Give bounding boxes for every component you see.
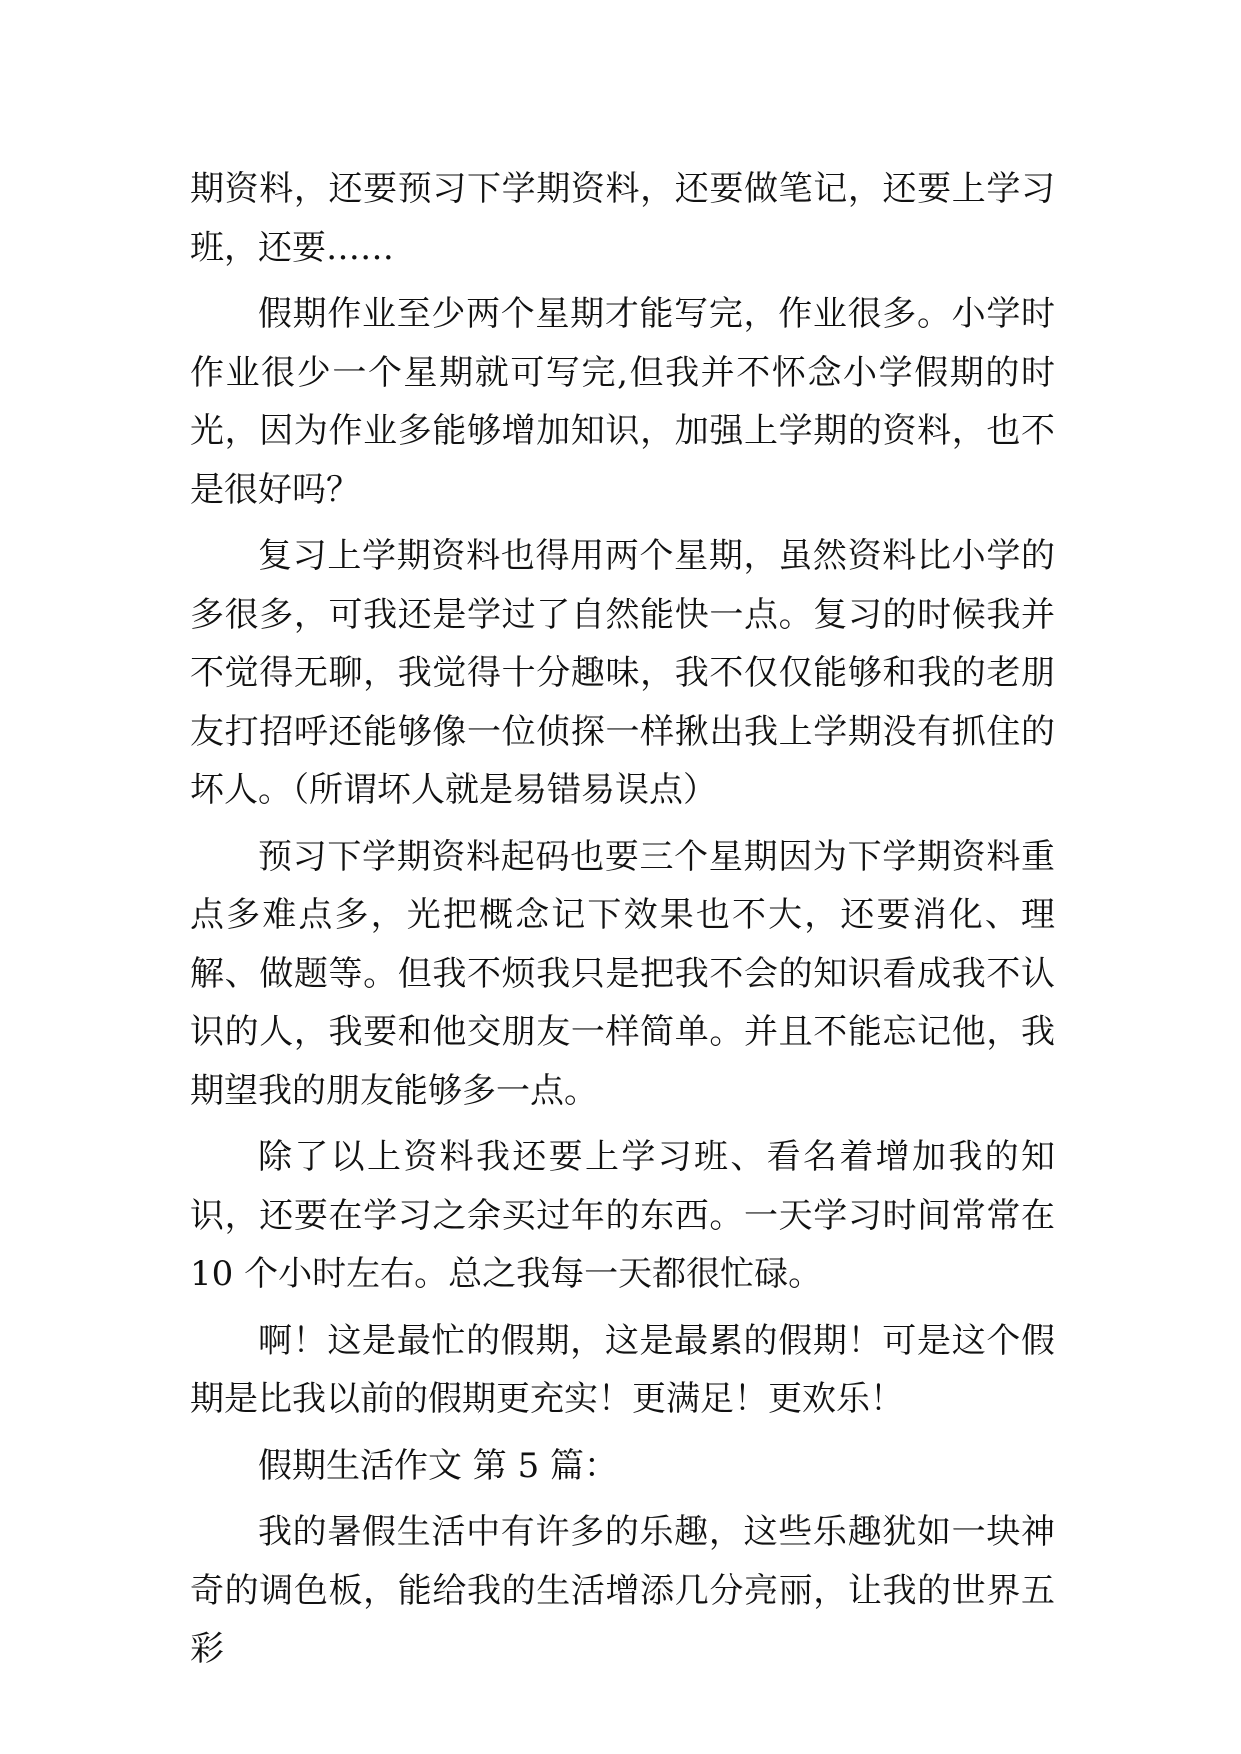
paragraph-3: 复习上学期资料也得用两个星期，虽然资料比小学的多很多，可我还是学过了自然能快一点。复习的时候我并不觉得无聊，我觉得十分趣味，我不仅仅能够和我的老朋友打招呼还能够像一位侦探一样揪出我上学期没有抓住的坏人。（所谓坏人就是易错易误点） [190,536,1055,810]
paragraph-2: 假期作业至少两个星期才能写完，作业很多。小学时作业很少一个星期就可写完,但我并不怀念小学假期的时光，因为作业多能够增加知识，加强上学期的资料，也不是很好吗？ [190,294,1055,510]
section-heading: 假期生活作文 第 5 篇： [258,1445,619,1486]
paragraph-1: 期资料，还要预习下学期资料，还要做笔记，还要上学习班，还要…… [190,169,1055,268]
paragraph-4: 预习下学期资料起码也要三个星期因为下学期资料重点多难点多，光把概念记下效果也不大，还要消化、理解、做题等。但我不烦我只是把我不会的知识看成我不认识的人，我要和他交朋友一样简单。并且不能忘记他，我期望我的朋友能够多一点。 [190,836,1055,1111]
paragraph-7: 我的暑假生活中有许多的乐趣，这些乐趣犹如一块神奇的调色板，能给我的生活增添几分亮丽，让我的世界五彩 [190,1512,1055,1669]
paragraph-5: 除了以上资料我还要上学习班、看名着增加我的知识，还要在学习之余买过年的东西。一天学习时间常常在 10 个小时左右。总之我每一天都很忙碌。 [190,1137,1055,1294]
document-body [190,160,1055,1687]
paragraph-6: 啊！这是最忙的假期，这是最累的假期！可是这个假期是比我以前的假期更充实！更满足！更欢乐！ [190,1320,1055,1419]
